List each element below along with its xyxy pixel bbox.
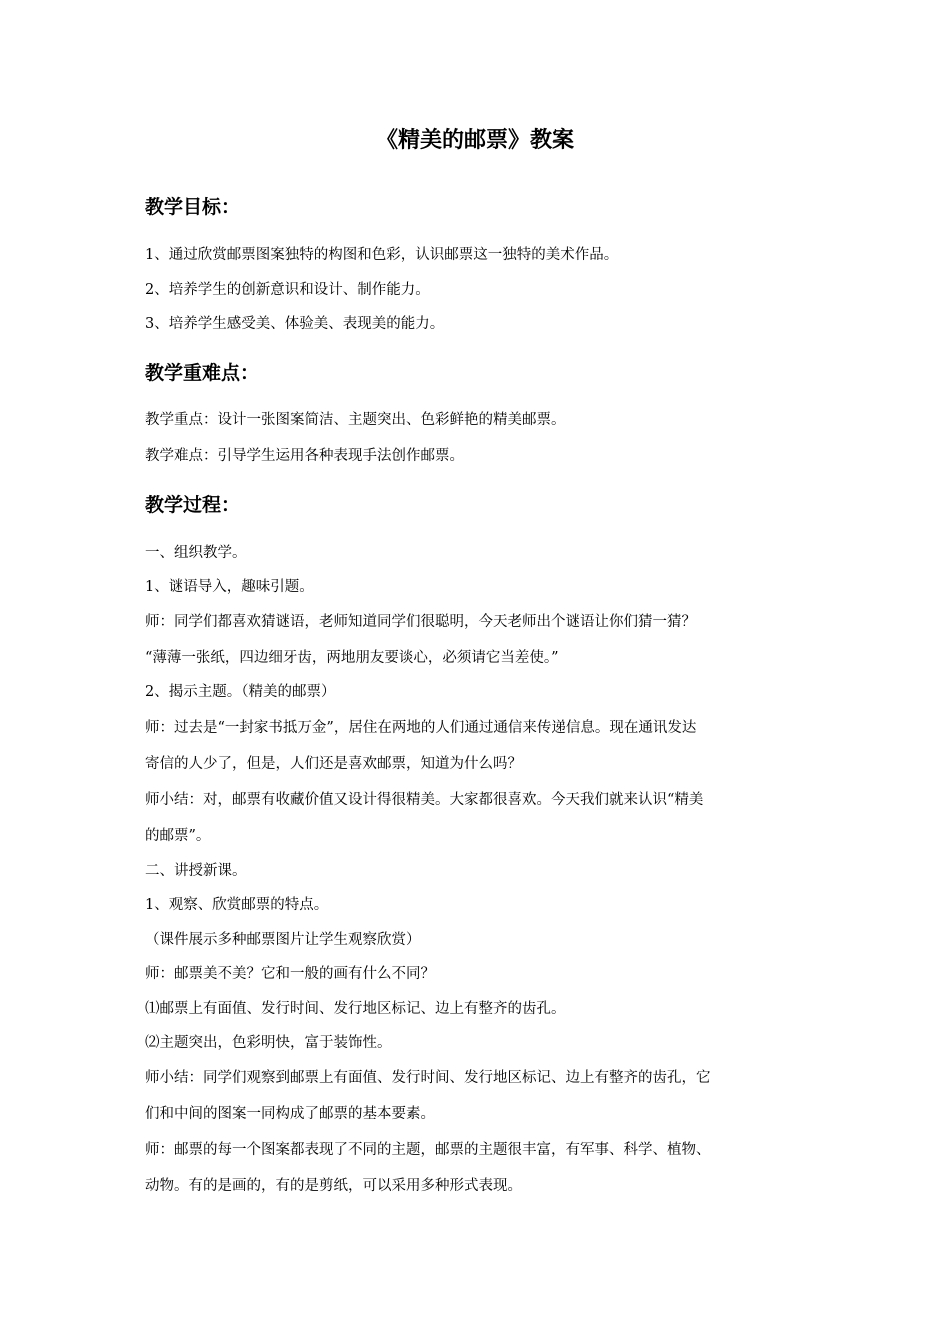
paragraph-line: 教学难点：引导学生运用各种表现手法创作邮票。 — [145, 448, 464, 464]
paragraph-line: 1、通过欣赏邮票图案独特的构图和色彩，认识邮票这一独特的美术作品。 — [145, 247, 619, 263]
paragraph-line: 师：同学们都喜欢猜谜语，老师知道同学们很聪明，今天老师出个谜语让你们猜一猜？ — [145, 614, 696, 630]
paragraph-line: 们和中间的图案一同构成了邮票的基本要素。 — [145, 1106, 435, 1122]
paragraph-line: 师：过去是“一封家书抵万金”，居住在两地的人们通过通信来传递信息。现在通讯发达 — [145, 720, 697, 736]
paragraph-line: 动物。有的是画的，有的是剪纸，可以采用多种形式表现。 — [145, 1178, 522, 1194]
paragraph-line: 一、组织教学。 — [145, 545, 247, 561]
paragraph-line: 师：邮票的每一个图案都表现了不同的主题，邮票的主题很丰富，有军事、科学、植物、 — [145, 1142, 711, 1158]
paragraph-line: 师：邮票美不美？它和一般的画有什么不同？ — [145, 966, 435, 982]
document-title: 《精美的邮票》教案 — [375, 128, 574, 153]
paragraph-line: （课件展示多种邮票图片让学生观察欣赏） — [145, 932, 421, 948]
paragraph-line: 2、培养学生的创新意识和设计、制作能力。 — [145, 282, 430, 298]
paragraph-line: 师小结：同学们观察到邮票上有面值、发行时间、发行地区标记、边上有整齐的齿孔，它 — [145, 1070, 711, 1086]
section-heading-objectives: 教学目标： — [145, 196, 241, 218]
paragraph-line: 教学重点：设计一张图案简洁、主题突出、色彩鲜艳的精美邮票。 — [145, 412, 566, 428]
paragraph-line: 的邮票”。 — [145, 828, 211, 844]
paragraph-line: 1、谜语导入，趣味引题。 — [145, 579, 314, 595]
paragraph-line: 1、观察、欣赏邮票的特点。 — [145, 897, 329, 913]
paragraph-line: 师小结：对，邮票有收藏价值又设计得很精美。大家都很喜欢。今天我们就来认识“精美 — [145, 792, 704, 808]
paragraph-line: 二、讲授新课。 — [145, 863, 247, 879]
paragraph-line: 寄信的人少了，但是，人们还是喜欢邮票，知道为什么吗？ — [145, 756, 522, 772]
paragraph-line: 2、揭示主题。（精美的邮票） — [145, 684, 336, 700]
section-heading-key-points: 教学重难点： — [145, 362, 260, 384]
paragraph-line: 3、培养学生感受美、体验美、表现美的能力。 — [145, 316, 445, 332]
section-heading-process: 教学过程： — [145, 494, 241, 516]
paragraph-line: ⑴邮票上有面值、发行时间、发行地区标记、边上有整齐的齿孔。 — [145, 1001, 566, 1017]
paragraph-line: “薄薄一张纸，四边细牙齿，两地朋友要谈心，必须请它当差使。” — [145, 650, 559, 666]
paragraph-line: ⑵主题突出，色彩明快，富于装饰性。 — [145, 1035, 392, 1051]
